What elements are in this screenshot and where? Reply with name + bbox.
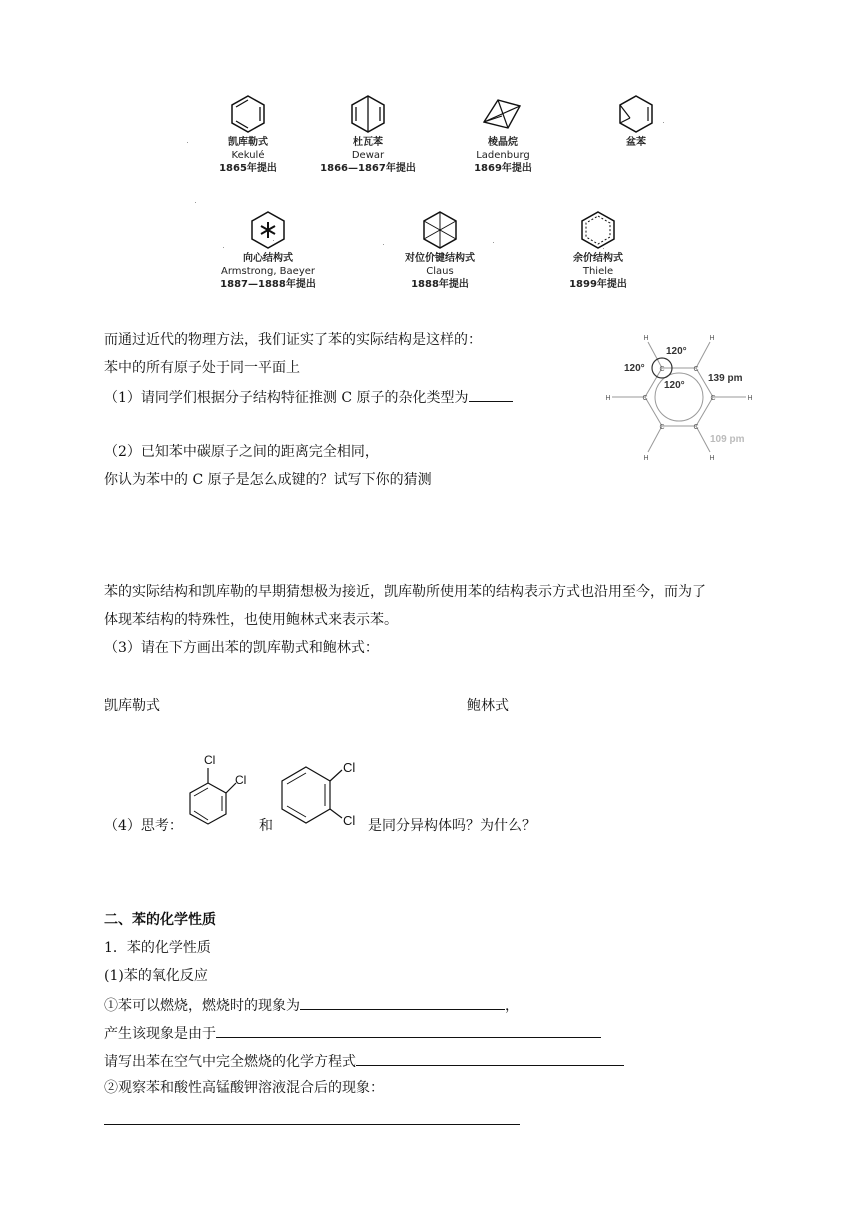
- text-line: 而通过近代的物理方法，我们证实了苯的实际结构是这样的：: [104, 332, 482, 348]
- answer-blank[interactable]: [469, 387, 513, 402]
- ch-bond-length: 109 pm: [710, 434, 745, 445]
- chlorine-label: Cl: [343, 760, 356, 775]
- atom-label: C: [693, 366, 699, 373]
- structure-dewar: [303, 92, 433, 175]
- structure-author: Ladenburg: [476, 150, 530, 161]
- atom-label: H: [709, 335, 715, 342]
- atom-label: C: [642, 395, 648, 402]
- structure-claus: [375, 208, 505, 291]
- subsection-title: 1．苯的化学性质: [104, 940, 211, 956]
- paragraph-line: 体现苯结构的特殊性，也使用鲍林式来表示苯。: [104, 612, 398, 628]
- atom-label: H: [709, 455, 715, 462]
- dewar-benzene-icon: [348, 92, 388, 136]
- subsection-title: (1)苯的氧化反应: [104, 968, 208, 984]
- answer-blank[interactable]: [356, 1051, 624, 1066]
- cc-bond-length: 139 pm: [708, 373, 743, 384]
- structure-kekule: [183, 92, 313, 175]
- kekule-hexagon-icon: [228, 92, 268, 136]
- question-1: [104, 387, 513, 407]
- structure-year: 1899年提出: [569, 279, 627, 290]
- question-text: （1）请同学们根据分子结构特征推测 C 原子的杂化类型为: [104, 390, 469, 406]
- thiele-formula-icon: [578, 208, 618, 252]
- atom-label: C: [710, 395, 716, 402]
- structure-name: 对位价键结构式: [405, 253, 475, 264]
- kekule-label: 凯库勒式: [104, 698, 160, 714]
- question-3: （3）请在下方画出苯的凯库勒式和鲍林式：: [104, 640, 379, 656]
- atom-label: H: [643, 335, 649, 342]
- section-title: 二、苯的化学性质: [104, 912, 216, 928]
- prismane-icon: [478, 92, 528, 136]
- structure-author: Dewar: [351, 150, 385, 161]
- and-text: 和: [259, 818, 273, 834]
- atom-label: C: [693, 424, 699, 431]
- observation-question: ②观察苯和酸性高锰酸钾溶液混合后的现象：: [104, 1080, 384, 1096]
- question-4-text: 是同分异构体吗？为什么？: [368, 818, 536, 834]
- structure-thiele: [533, 208, 663, 291]
- atom-label: H: [605, 395, 611, 402]
- structure-year: 1866—1867年提出: [320, 163, 416, 174]
- structure-name: 杜瓦苯: [353, 137, 383, 148]
- text-line: 苯中的所有原子处于同一平面上: [104, 360, 300, 376]
- atom-label: H: [643, 455, 649, 462]
- structure-name: 盆苯: [626, 137, 646, 148]
- structure-ladenburg: [438, 92, 568, 175]
- punctuation: ，: [505, 998, 519, 1014]
- question-text: 产生该现象是由于: [104, 1026, 216, 1042]
- structure-name: 凯库勒式: [228, 137, 268, 148]
- bond-angle-label: 120°: [666, 346, 687, 357]
- question-text: ①苯可以燃烧，燃烧时的现象为: [104, 998, 300, 1014]
- question-text: 请写出苯在空气中完全燃烧的化学方程式: [104, 1054, 356, 1070]
- structure-benzvalene: [571, 92, 701, 149]
- paragraph-line: 苯的实际结构和凯库勒的早期猜想极为接近，凯库勒所使用苯的结构表示方式也沿用至今，而为了: [104, 584, 706, 600]
- chlorine-label: Cl: [343, 813, 356, 828]
- structure-year: 1869年提出: [474, 163, 532, 174]
- claus-formula-icon: [420, 208, 460, 252]
- structure-author: Kekulé: [231, 150, 265, 161]
- answer-blank[interactable]: [216, 1023, 601, 1038]
- question-4-label: （4）思考：: [104, 818, 183, 834]
- chlorine-label: Cl: [235, 773, 247, 787]
- combustion-question: [104, 995, 519, 1015]
- answer-blank[interactable]: [104, 1124, 520, 1125]
- structure-author: Claus: [426, 266, 454, 277]
- chlorine-label: Cl: [204, 753, 216, 767]
- structure-name: 向心结构式: [243, 253, 293, 264]
- bond-angle-label: 120°: [664, 380, 685, 391]
- atom-label: H: [747, 395, 753, 402]
- structure-year: 1888年提出: [411, 279, 469, 290]
- structure-author: Armstrong, Baeyer: [220, 266, 316, 277]
- reason-question: [104, 1023, 601, 1043]
- benzene-structures-panel: [183, 82, 675, 318]
- atom-label: C: [659, 366, 665, 373]
- dichlorobenzene-large-icon: [276, 755, 368, 835]
- structure-centric: [203, 208, 333, 291]
- atom-label: C: [659, 424, 665, 431]
- structure-name: 余价结构式: [573, 253, 623, 264]
- question-2: （2）已知苯中碳原子之间的距离完全相同，: [104, 444, 379, 460]
- dichlorobenzene-small-icon: [180, 750, 260, 830]
- benzene-geometry-diagram: [600, 330, 770, 465]
- centric-formula-icon: [248, 208, 288, 252]
- answer-blank[interactable]: [300, 995, 505, 1010]
- question-2-prompt: 你认为苯中的 C 原子是怎么成键的？试写下你的猜测: [104, 472, 432, 488]
- structure-author: Thiele: [582, 266, 614, 277]
- pauling-label: 鲍林式: [467, 698, 509, 714]
- structure-year: 1865年提出: [219, 163, 277, 174]
- structure-name: 棱晶烷: [488, 137, 518, 148]
- benzvalene-icon: [616, 92, 656, 136]
- bond-angle-label: 120°: [624, 363, 645, 374]
- structure-year: 1887—1888年提出: [220, 279, 316, 290]
- equation-question: [104, 1051, 624, 1071]
